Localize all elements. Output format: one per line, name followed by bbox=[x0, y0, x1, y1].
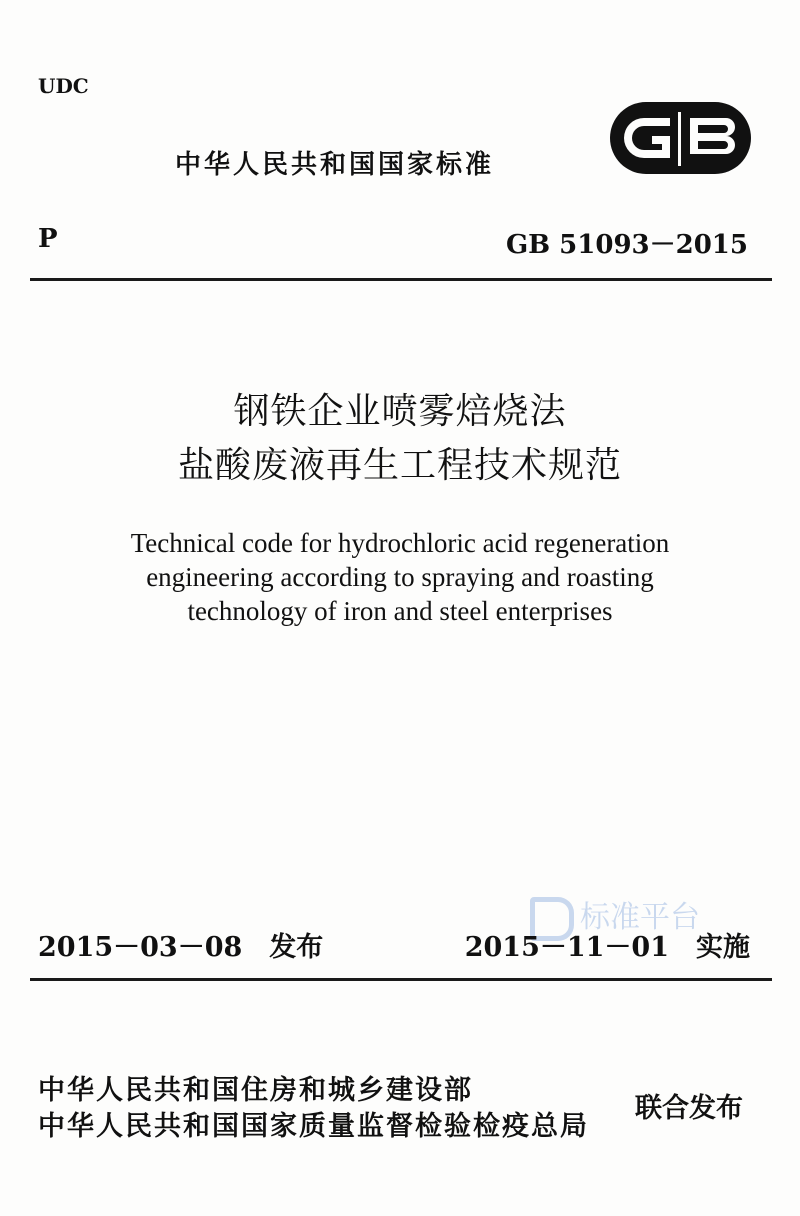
gb-logo-icon bbox=[608, 98, 753, 178]
issuer-org1: 中华人民共和国住房和城乡建设部 bbox=[38, 1075, 473, 1106]
english-title-line2: engineering according to spraying and roasting bbox=[146, 562, 654, 592]
standard-code: GB 51093－2015 bbox=[505, 230, 748, 260]
issuer-org2: 中华人民共和国国家质量监督检验检疫总局 bbox=[38, 1111, 589, 1142]
udc-label: UDC bbox=[38, 74, 89, 98]
standard-type: 中华人民共和国国家标准 bbox=[175, 150, 495, 180]
watermark-text: 标准平台 bbox=[580, 900, 700, 935]
divider-bottom bbox=[30, 978, 772, 981]
chinese-title-line2: 盐酸废液再生工程技术规范 bbox=[177, 445, 622, 486]
english-title-line3: technology of iron and steel enterprises bbox=[187, 596, 613, 626]
divider-top bbox=[30, 278, 772, 281]
implementation-date: 2015－11－01 实施 bbox=[464, 932, 750, 963]
chinese-title-line1: 钢铁企业喷雾焙烧法 bbox=[233, 391, 567, 432]
category-label: P bbox=[38, 224, 58, 254]
english-title-line1: Technical code for hydrochloric acid regeneration bbox=[130, 528, 670, 558]
joint-issue-label: 联合发布 bbox=[635, 1093, 743, 1124]
issue-date: 2015－03－08 发布 bbox=[38, 932, 324, 963]
